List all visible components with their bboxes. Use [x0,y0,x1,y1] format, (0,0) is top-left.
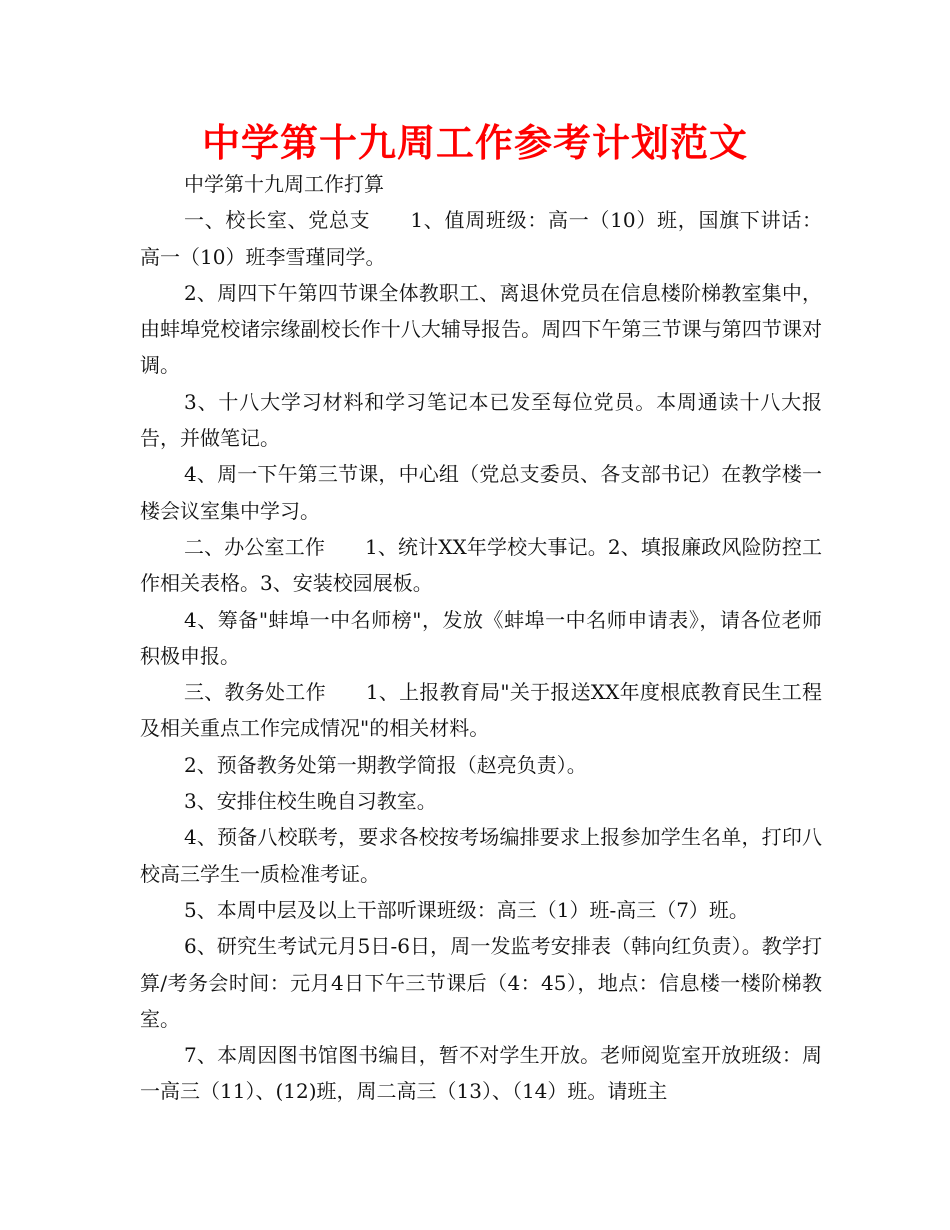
paragraph-item [140,456,822,529]
section-heading-office-work: 二、办公室工作 [184,534,325,559]
section-1-item-1: 1、值周班级：高一（10）班，国旗下讲话：高一（10）班李雪瑾同学。 [140,208,822,269]
paragraph-section-2 [140,529,822,602]
section-2-items-1-3: 1、统计XX年学校大事记。2、填报廉政风险防控工作相关表格。3、安装校园展板。 [140,534,822,596]
section-1-item-3: 3、十八大学习材料和学习笔记本已发至每位党员。本周通读十八大报告，并做笔记。 [140,389,822,451]
paragraph-item [140,602,822,675]
section-1-item-2: 2、周四下午第四节课全体教职工、离退休党员在信息楼阶梯教室集中，由蚌埠党校诸宗缘副校长作十八大辅导报告。周四下午第三节课与第四节课对调。 [140,280,822,378]
subtitle-text: 中学第十九周工作打算 [184,172,384,196]
document-title: 中学第十九周工作参考计划范文 [201,121,748,165]
paragraph-section-3 [140,674,822,747]
paragraph-subtitle [140,166,822,202]
section-3-item-7: 7、本周因图书馆图书编目，暂不对学生开放。老师阅览室开放班级：周一高三（11）、(12)班，周二高三（13）、（14）班。请班主 [140,1043,822,1104]
section-heading-academic-affairs: 三、教务处工作 [184,680,326,705]
paragraph-item [140,1037,822,1110]
paragraph-item [140,819,822,892]
section-3-item-5: 5、本周中层及以上干部听课班级：高三（1）班-高三（7）班。 [184,897,749,922]
paragraph-item [140,783,822,819]
section-1-item-4: 4、周一下午第三节课，中心组（党总支委员、各支部书记）在教学楼一楼会议室集中学习。 [140,462,822,523]
paragraph-item [140,275,822,384]
paragraph-item [140,384,822,457]
section-3-item-4: 4、预备八校联考，要求各校按考场编排要求上报参加学生名单，打印八校高三学生一质检准考证。 [140,825,822,886]
section-3-item-6: 6、研究生考试元月5日-6日，周一发监考安排表（韩向红负责）。教学打算/考务会时间：元月4日下午三节课后（4：45），地点：信息楼一楼阶梯教室。 [140,934,822,1031]
section-2-item-4: 4、筹备"蚌埠一中名师榜"，发放《蚌埠一中名师申请表》，请各位老师积极申报。 [140,607,822,668]
paragraph-item [140,892,822,928]
section-heading-principal-office: 一、校长室、党总支 [184,208,371,233]
paragraph-item [140,928,822,1037]
section-3-item-1: 1、上报教育局"关于报送XX年度根底教育民生工程及相关重点工作完成情况"的相关材料。 [140,680,823,741]
section-3-item-2: 2、预备教务处第一期教学简报（赵亮负责）。 [184,752,587,777]
paragraph-item [140,747,822,783]
section-3-item-3: 3、安排住校生晚自习教室。 [184,789,437,814]
paragraph-section-1 [140,202,822,275]
document-body [140,166,822,1110]
